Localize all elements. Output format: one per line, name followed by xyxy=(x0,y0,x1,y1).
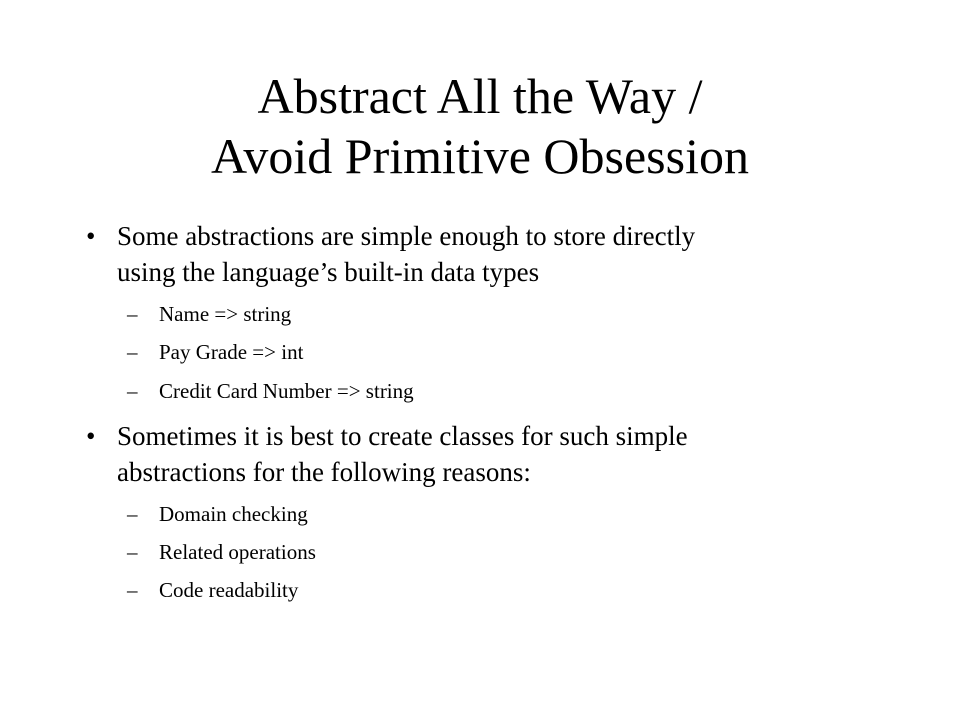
sub-bullet-text: Domain checking xyxy=(159,502,308,526)
title-line: Abstract All the Way / xyxy=(257,68,703,124)
sub-bullet-marker: – xyxy=(127,540,138,564)
bullet-text-line: abstractions for the following reasons: xyxy=(117,457,531,487)
sub-bullet-text: Pay Grade => int xyxy=(159,340,304,364)
sub-bullet-marker: – xyxy=(127,578,138,602)
sub-bullet-text: Name => string xyxy=(159,302,292,326)
bullet-marker: • xyxy=(86,421,96,451)
title-line: Avoid Primitive Obsession xyxy=(211,128,749,184)
bullet-marker: • xyxy=(86,221,96,251)
bullet-text-line: Some abstractions are simple enough to store directly xyxy=(117,221,696,251)
bullet-text xyxy=(117,418,837,490)
sub-bullet-text: Credit Card Number => string xyxy=(159,379,414,403)
sub-bullet-marker: – xyxy=(127,379,138,403)
bullet-text-line: Sometimes it is best to create classes for such simple xyxy=(117,421,688,451)
sub-bullet-item xyxy=(127,377,414,405)
sub-bullet-item xyxy=(127,338,303,366)
sub-bullet-marker: – xyxy=(127,502,138,526)
sub-bullet-item xyxy=(127,576,298,604)
bullet-text-line: using the language’s built-in data types xyxy=(117,257,540,287)
sub-bullet-text: Related operations xyxy=(159,540,316,564)
sub-bullet-item xyxy=(127,300,291,328)
sub-bullet-item xyxy=(127,538,316,566)
sub-bullet-marker: – xyxy=(127,302,138,326)
bullet-text xyxy=(117,218,837,290)
sub-bullet-marker: – xyxy=(127,340,138,364)
sub-bullet-item xyxy=(127,500,308,528)
sub-bullet-text: Code readability xyxy=(159,578,299,602)
